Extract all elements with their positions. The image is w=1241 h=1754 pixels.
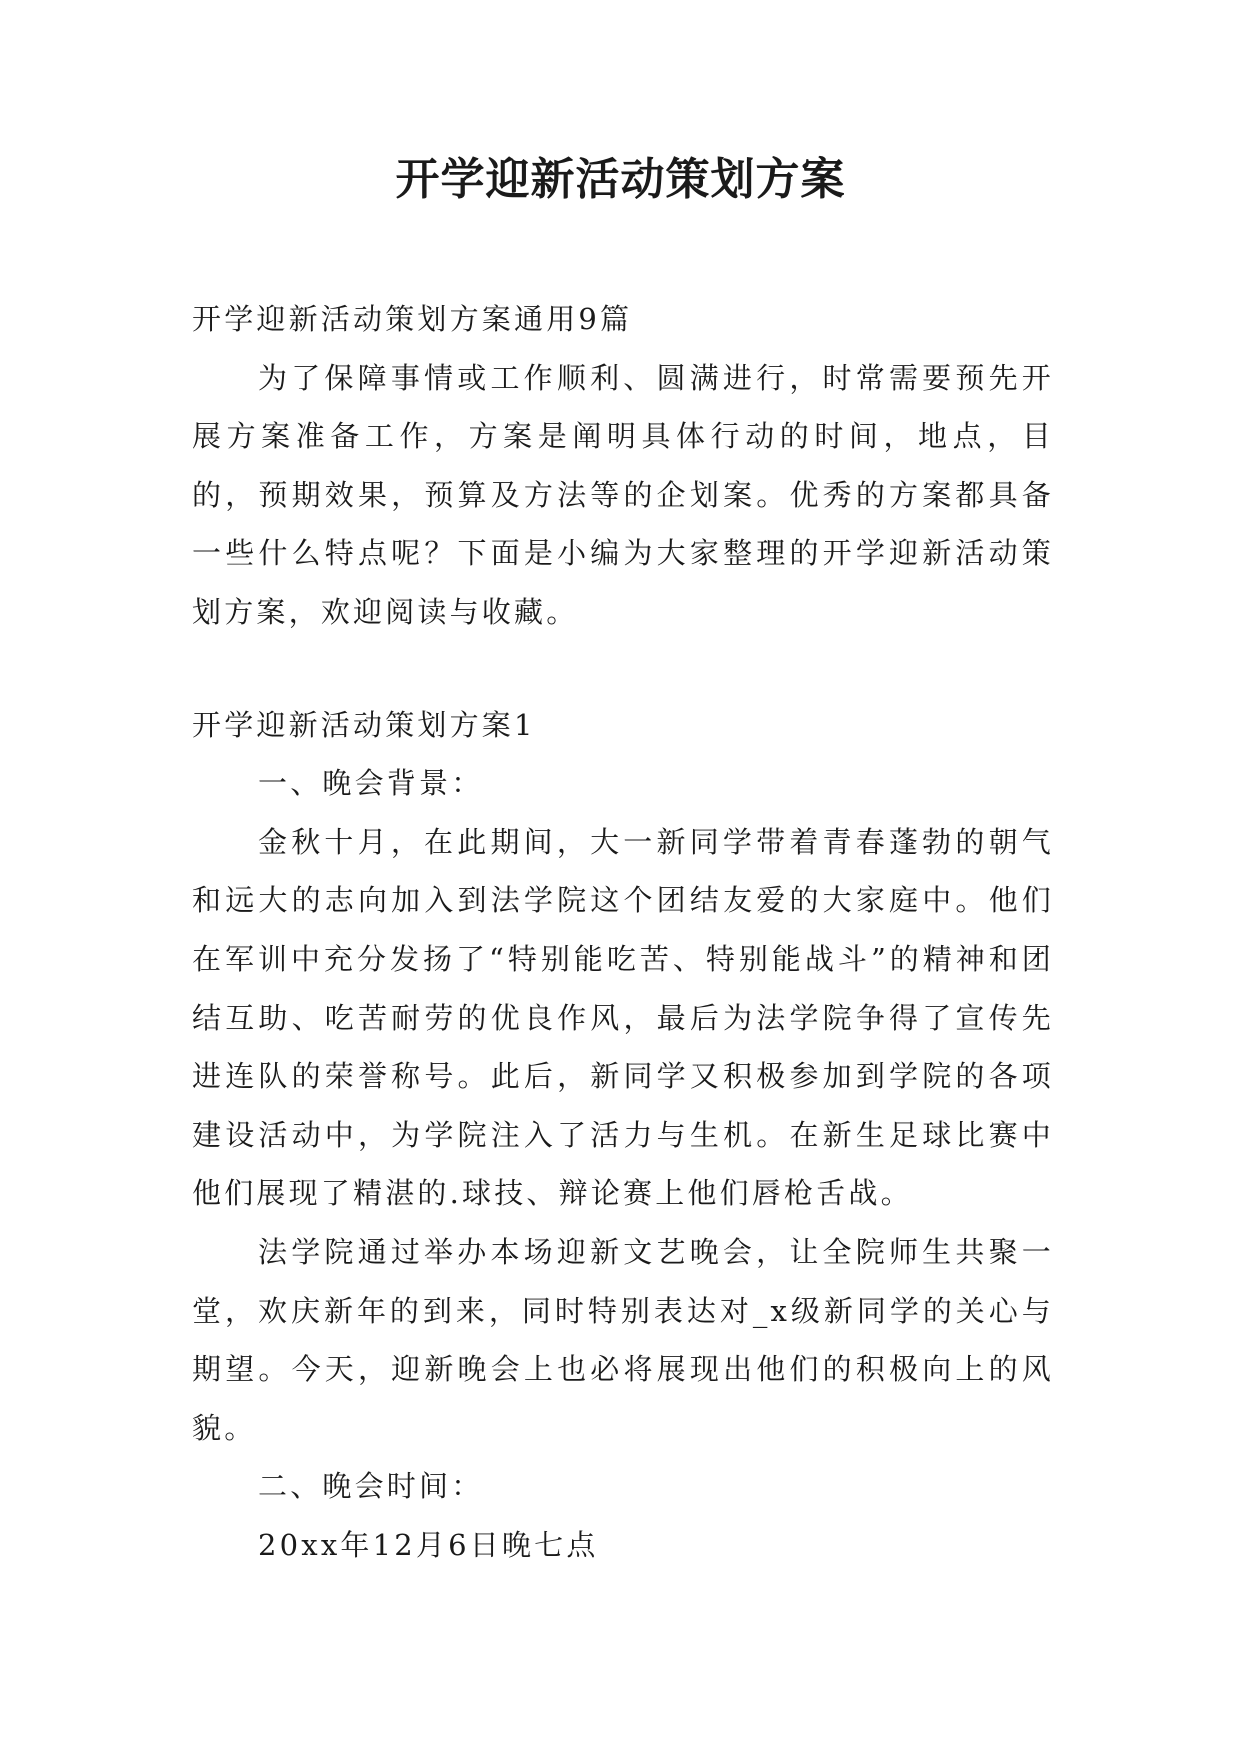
document-subtitle: 开学迎新活动策划方案通用9篇 bbox=[192, 302, 633, 336]
time-paragraph: 20xx年12月6日晚七点 bbox=[258, 1527, 599, 1562]
part-heading-background: 一、晚会背景： bbox=[258, 766, 484, 801]
document-body bbox=[192, 290, 1054, 1574]
intro-paragraph: 为了保障事情或工作顺利、圆满进行，时常需要预先开展方案准备工作，方案是阐明具体行动的时间，地点，目的，预期效果，预算及方法等的企划案。优秀的方案都具备一些什么特点呢？下面是小编为大家整理的开学迎新活动策划方案，欢迎阅读与收藏。 bbox=[192, 360, 1054, 629]
section-heading: 开学迎新活动策划方案1 bbox=[192, 707, 536, 742]
part-heading-time: 二、晚会时间： bbox=[258, 1469, 484, 1504]
background-paragraph-2: 法学院通过举办本场迎新文艺晚会，让全院师生共聚一堂，欢庆新年的到来，同时特别表达对_x级新同学的关心与期望。今天，迎新晚会上也必将展现出他们的积极向上的风貌。 bbox=[192, 1234, 1054, 1445]
background-paragraph-1: 金秋十月，在此期间，大一新同学带着青春蓬勃的朝气和远大的志向加入到法学院这个团结友爱的大家庭中。他们在军训中充分发扬了“特别能吃苦、特别能战斗”的精神和团结互助、吃苦耐劳的优良作风，最后为法学院争得了宣传先进连队的荣誉称号。此后，新同学又积极参加到学院的各项建设活动中，为学院注入了活力与生机。在新生足球比赛中他们展现了精湛的.球技、辩论赛上他们唇枪舌战。 bbox=[192, 824, 1054, 1211]
document-title: 开学迎新活动策划方案 bbox=[395, 154, 846, 205]
